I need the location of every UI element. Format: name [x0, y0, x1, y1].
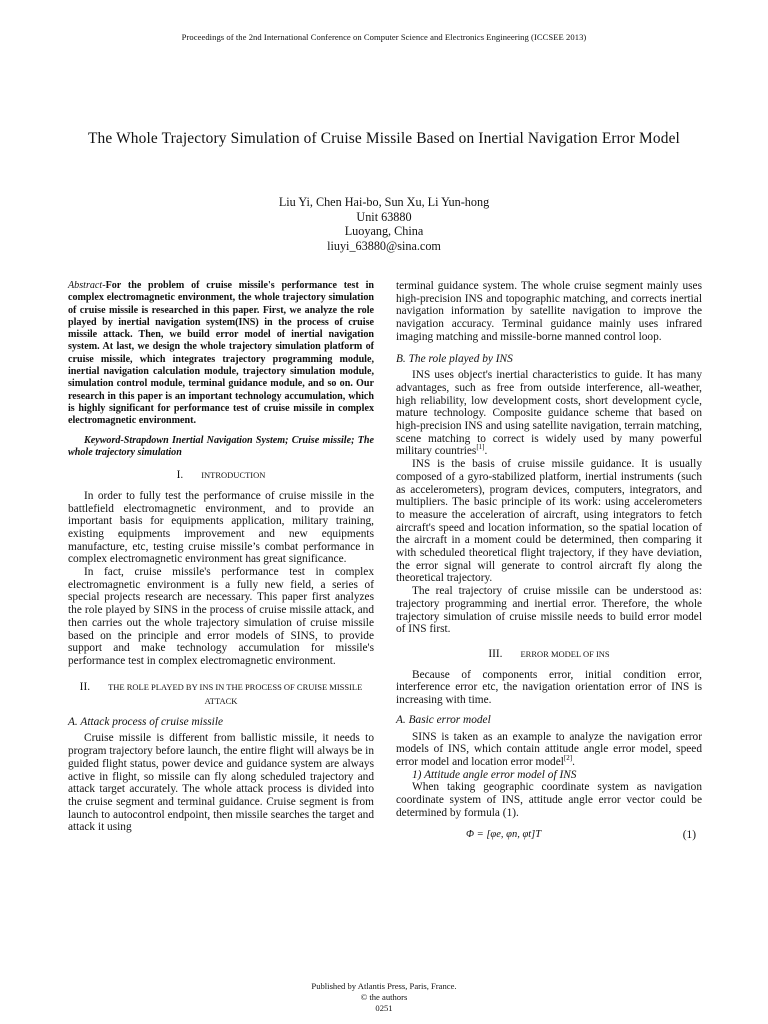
page-footer [0, 981, 768, 1014]
section-title: THE ROLE PLAYED BY INS IN THE PROCESS OF CRUISE MISSILE ATTACK [108, 681, 363, 706]
paragraph: When taking geographic coordinate system as navigation coordinate system of INS, attitude angle error vector could be determined by formula (1). [396, 781, 702, 819]
left-column [68, 280, 374, 834]
author-unit: Unit 63880 [356, 209, 412, 224]
page-number: 0251 [375, 1003, 393, 1013]
section-heading-introduction [68, 469, 374, 482]
copyright-line: © the authors [360, 992, 408, 1002]
paragraph: The real trajectory of cruise missile can be understood as: trajectory programming and inertial error. Therefore, the whole trajectory simulation of cruise missile needs to build error model of INS first. [396, 585, 702, 636]
abstract-text: For the problem of cruise missile's performance test in complex electromagnetic environment, the whole trajectory simulation of cruise missile is researched in this paper. First, we analyze the role played by inertial navigation system(INS) in the process of cruise missile attack. Then, we build error model of inertial navigation system. At last, we design the whole trajectory simulation platform of cruise missile, which integrates trajectory programming module, inertial navigation calculation module, trajectory simulation module, simulation control module, terminal guidance module, and so on. Our research in this paper is an important technology accumulation, which is highly significant for performance test of cruise missile in complex electromagnetic environment. [68, 280, 374, 427]
subsubsection-heading: 1) Attitude angle error model of INS [412, 768, 577, 781]
subsection-heading: A. Attack process of cruise missile [68, 715, 224, 728]
paragraph: INS uses object's inertial characteristics to guide. It has many advantages, such as free from outside interference, all-weather, high reliability, low development costs, short development cycle, mature technology. Composite guidance scheme that based on high-precision INS and using satellite navigation, terrain matching, scene matching to correct is widely used by many powerful military countries[1]. [396, 369, 702, 458]
author-location: Luoyang, China [344, 224, 424, 238]
author-block [0, 195, 768, 253]
citation: [1] [476, 443, 485, 452]
abstract-label: Abstract- [68, 280, 106, 291]
paragraph-text: SINS is taken as an example to analyze the navigation error models of INS, which contain attitude angle error model, speed error model and location error model [396, 730, 702, 768]
paragraph: terminal guidance system. The whole cruise segment mainly uses high-precision INS and topographic matching, and corrects inertial navigation information by satellite navigation to improve the navigation accuracy. Terminal guidance mainly uses infrared imaging matching and missile-borne manned control loop. [396, 280, 702, 343]
section-title: ERROR MODEL OF INS [520, 648, 610, 659]
section-heading-role [68, 680, 374, 708]
subsection-heading: B. The role played by INS [396, 352, 513, 365]
paragraph: In fact, cruise missile's performance test in complex electromagnetic environment is a fully new field, a series of special projects research are necessary. This paper first analyzes the role played by SINS in the process of cruise missile attack, and then carries out the whole trajectory simulation of cruise missile based on the principle and error models of SINS, to provide support and make technology accumulation for missile's performance test in complex electromagnetic environment. [68, 566, 374, 667]
keywords: Keyword-Strapdown Inertial Navigation System; Cruise missile; The whole trajectory simulation [68, 434, 374, 458]
equation [396, 825, 702, 851]
section-heading-error-model [396, 648, 702, 661]
section-number: II. [79, 680, 91, 693]
subsection-heading: A. Basic error model [396, 713, 491, 726]
publisher-line: Published by Atlantis Press, Paris, France. [311, 981, 457, 991]
paragraph: Cruise missile is different from ballistic missile, it needs to program trajectory before launch, the entire flight will always be in guided flight status, power device and guidance system are always active in flight, so missile can fly along scheduled trajectory and attack target accurately. The whole attack process is divided into the cruise segment and terminal guidance. Cruise segment is from launch to autocontrol endpoint, then missile searches the target and attack it using [68, 732, 374, 834]
author-names: Liu Yi, Chen Hai-bo, Sun Xu, Li Yun-hong [278, 195, 490, 209]
paragraph: SINS is taken as an example to analyze the navigation error models of INS, which contain attitude angle error model, speed error model and location error model[2]. [396, 730, 702, 768]
section-number: III. [488, 647, 503, 660]
abstract [68, 280, 374, 428]
paragraph: Because of components error, initial condition error, interference error etc, the navigation orientation error of INS is increasing with time. [396, 668, 702, 707]
paragraph-text: INS uses object's inertial characteristics to guide. It has many advantages, such as free from outside interference, all-weather, high reliability, low development costs, short development cycle, mature technology. Composite guidance scheme that based on high-precision INS and using satellite navigation, terrain matching, scene matching to correct is widely used by many powerful military countries [396, 369, 702, 458]
author-email: liuyi_63880@sina.com [327, 238, 441, 253]
conference-header: Proceedings of the 2nd International Conference on Computer Science and Electronics Engineering (ICCSEE 2013) [181, 32, 587, 42]
paragraph: In order to fully test the performance of cruise missile in the battlefield electromagnetic environment, and to provide an important basis for equipments application, military training, existing equipments improvement and new equipments manufacture, etc, testing cruise missile’s combat performance in complex electromagnetic environment has great significance. [68, 489, 374, 566]
section-title: INTRODUCTION [201, 470, 266, 481]
paragraph: INS is the basis of cruise missile guidance. It is usually composed of a gyro-stabilized platform, inertial instruments (such as accelerometers), program devices, computers, integrators, and multipliers. The basic principle of its work: using accelerometers to measure the acceleration of aircraft, using integrators to fetch aircraft's speed and location information, so the spatial location of the aircraft in a moment could be determined, then comparing it with scheduled theoretical flight trajectory, if they have deviation, the error signal will generate to control aircraft fly along the theoretical trajectory. [396, 458, 702, 585]
equation-number: (1) [682, 829, 696, 842]
citation: [2] [563, 754, 573, 763]
right-column [396, 280, 702, 851]
paper-title: The Whole Trajectory Simulation of Cruise Missile Based on Inertial Navigation Error Model [88, 130, 680, 147]
section-number: I. [176, 469, 184, 482]
equation-formula: Φ = [φe, φn, φt]T [466, 829, 542, 841]
